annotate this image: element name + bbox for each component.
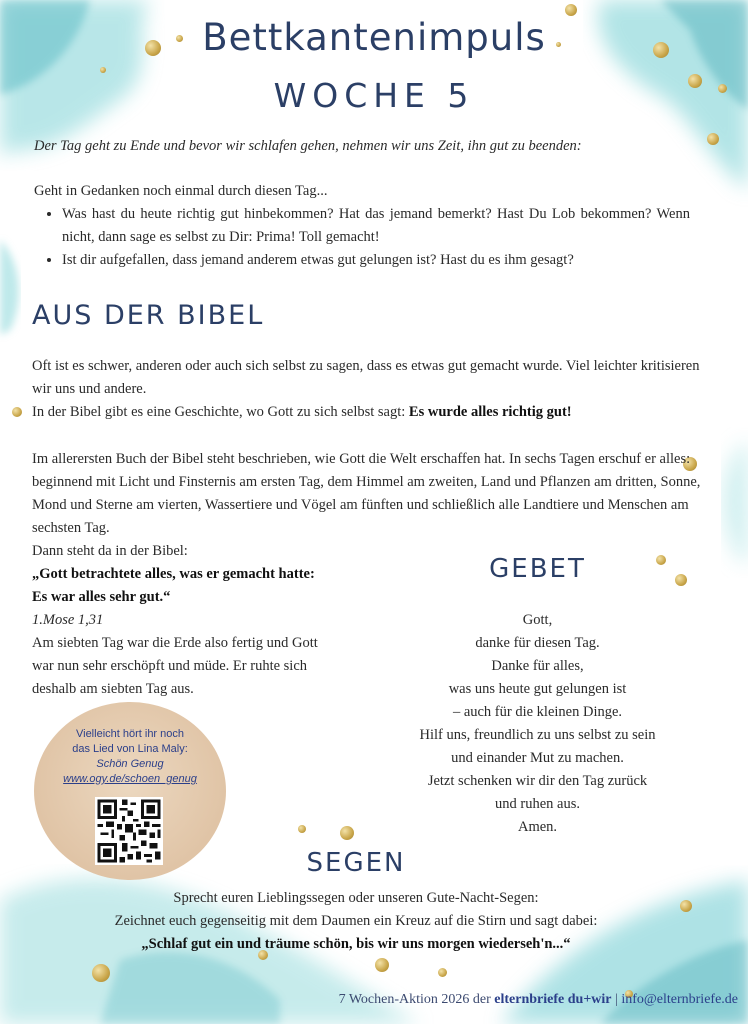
list-item: • Was hast du heute richtig gut hinbekommen? Hat das jemand bemerkt? Hast Du Lob bekommen? Wenn nicht, dann sage es selbst zu Dir: Prima! Toll gemacht! [62,203,690,249]
footer-separator: | [611,992,622,1007]
blessing-heading: SEGEN [306,848,406,878]
song-tip-text [44,727,216,787]
gold-dot-decoration [12,407,22,417]
week-subtitle: WOCHE 5 [273,76,475,115]
prayer-line: und einander Mut zu machen. [451,750,624,766]
gold-dot-decoration [375,958,389,972]
blessing-line: Sprecht euren Lieblingssegen oder unseren Gute-Nacht-Segen: [173,890,539,906]
gold-dot-decoration [438,968,447,977]
song-link[interactable]: www.ogy.de/schoen_genug [63,773,197,785]
list-item: • Ist dir aufgefallen, dass jemand anderem etwas gut gelungen ist? Hast du es ihm gesagt? [62,249,690,272]
bible-text: In der Bibel gibt es eine Geschichte, wo Gott zu sich selbst sagt: [32,404,409,420]
gold-dot-decoration [675,574,687,586]
prayer-text [385,609,690,839]
blessing-line: Zeichnet euch gegenseitig mit dem Daumen ein Kreuz auf die Stirn und sagt dabei: [114,913,598,929]
prayer-heading: GEBET [489,554,586,584]
bible-paragraph [32,401,722,424]
gold-dot-decoration [92,964,110,982]
reflection-list [34,203,690,272]
footer-text: 7 Wochen-Aktion 2026 der [338,992,495,1007]
bible-paragraph: Dann steht da in der Bibel: [32,543,188,559]
prayer-line: danke für diesen Tag. [475,635,600,651]
prayer-line: Gott, [522,612,553,628]
footer [0,990,738,1010]
footer-brand: elternbriefe du+wir [494,992,612,1007]
gold-dot-decoration [100,67,106,73]
bible-highlight: Es wurde alles richtig gut! [408,404,572,420]
prayer-line: – auch für die kleinen Dinge. [452,704,623,720]
bible-paragraph: Oft ist es schwer, anderen oder auch sich selbst zu sagen, dass es etwas gut gemacht wurde. Viel leichter kritisieren wir uns und andere. [32,358,700,397]
footer-email-link[interactable]: info@elternbriefe.de [621,992,738,1007]
gold-dot-decoration [298,825,306,833]
bible-quote: Es war alles sehr gut.“ [32,589,171,605]
blessing-quote: „Schlaf gut ein und träume schön, bis wir uns morgen wiederseh'n...“ [141,936,571,952]
intro-text: Der Tag geht zu Ende und bevor wir schlafen gehen, nehmen wir uns Zeit, ihn gut zu beenden: [34,138,582,154]
bible-reference: 1.Mose 1,31 [32,612,104,628]
bible-paragraph: Im allerersten Buch der Bibel steht beschrieben, wie Gott die Welt erschaffen hat. In sechs Tagen erschuf er alles: beginnend mit Licht und Finsternis am ersten Tag, dem Himmel am zweiten, Land und Pflanzen am dritten, Sonne, Mond und Sterne am vierten, Wassertiere und Vögel am fünften und schließlich alle Landtiere und Menschen am sechsten Tag. [32,451,701,536]
bible-heading: AUS DER BIBEL [32,300,265,331]
prayer-line: Hilf uns, freundlich zu uns selbst zu sein [419,727,656,743]
prayer-line: was uns heute gut gelungen ist [448,681,627,697]
prayer-line: Danke für alles, [491,658,584,674]
song-title: Schön Genug [96,758,164,770]
bible-paragraph: Am siebten Tag war die Erde also fertig und Gott war nun sehr erschöpft und müde. Er ruhte sich deshalb am siebten Tag aus. [32,635,318,697]
prayer-line: Jetzt schenken wir dir den Tag zurück [427,773,648,789]
song-tip-line: Vielleicht hört ihr noch [75,728,185,740]
prayer-line: und ruhen aus. [495,796,580,812]
reflection-lead: Geht in Gedanken noch einmal durch diesen Tag... [34,183,328,199]
song-tip-line: das Lied von Lina Maly: [72,743,188,755]
bible-quote: „Gott betrachtete alles, was er gemacht hatte: [32,566,315,582]
page-title: Bettkantenimpuls [202,16,546,59]
prayer-line: Amen. [517,819,558,835]
gold-dot-decoration [340,826,354,840]
